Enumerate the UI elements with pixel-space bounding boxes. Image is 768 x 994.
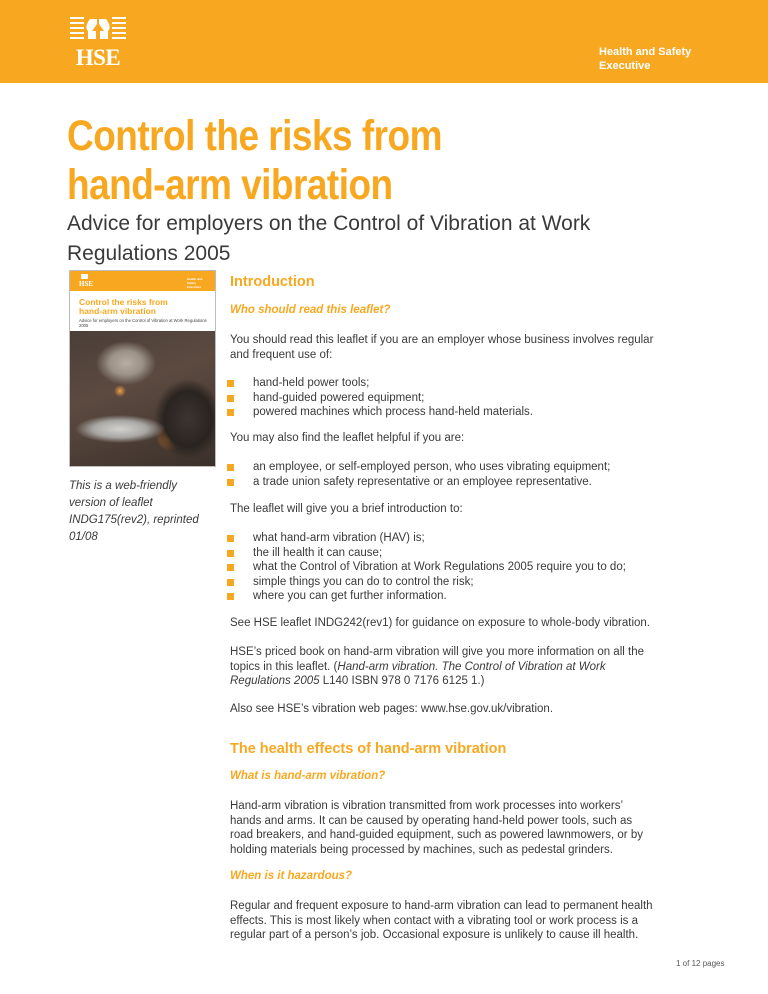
leaflet-cover-thumbnail bbox=[69, 270, 216, 467]
hse-hands-logo-icon bbox=[68, 15, 128, 45]
text-line: regular part of a person’s job. Occasional exposure is unlikely to cause ill health. bbox=[230, 929, 639, 942]
thumbnail-title-line: Control the risks from bbox=[79, 297, 168, 307]
square-bullet-icon bbox=[227, 479, 234, 486]
thumbnail-org-name: Health and Safety Executive bbox=[187, 277, 203, 289]
organisation-name bbox=[599, 45, 691, 73]
list-item-text: hand-guided powered equipment; bbox=[253, 391, 425, 404]
text-line: Hand-arm vibration is vibration transmitted from work processes into workers’ bbox=[230, 800, 624, 812]
web-version-caption bbox=[69, 478, 219, 546]
list-item bbox=[227, 460, 610, 475]
paragraph-web-pages: Also see HSE’s vibration web pages: www.hse.gov.uk/vibration. bbox=[230, 703, 554, 715]
text-line: effects. This is most likely when contact with a vibrating tool or work process is a bbox=[230, 914, 638, 927]
square-bullet-icon bbox=[227, 593, 234, 600]
list-item bbox=[227, 475, 610, 490]
paragraph-priced-book bbox=[230, 645, 750, 689]
text-span: topics in this leaflet. ( bbox=[230, 660, 338, 673]
header-banner bbox=[0, 0, 768, 83]
list-item-text: powered machines which process hand-held materials. bbox=[253, 406, 533, 419]
list-item bbox=[227, 589, 626, 604]
text-line: holding materials being processed by machines, such as pedestal grinders. bbox=[230, 843, 613, 856]
list-item-text: the ill health it can cause; bbox=[253, 546, 383, 559]
list-item-text: a trade union safety representative or an employee representative. bbox=[253, 475, 592, 488]
book-title-text: Hand-arm vibration. The Control of Vibration at Work bbox=[337, 660, 606, 673]
document-title bbox=[67, 112, 617, 210]
thumbnail-title-line: hand-arm vibration bbox=[79, 306, 156, 316]
square-bullet-icon bbox=[227, 464, 234, 471]
thumbnail-logo-text: HSE bbox=[79, 280, 94, 288]
bullet-list-also-helpful bbox=[227, 460, 610, 489]
page-indicator: 1 of 12 pages bbox=[676, 959, 725, 968]
thumbnail-banner bbox=[70, 271, 215, 291]
list-item bbox=[227, 405, 533, 420]
paragraph: You may also find the leaflet helpful if you are: bbox=[230, 432, 465, 444]
logo-text: HSE bbox=[75, 45, 121, 70]
list-item bbox=[227, 391, 533, 406]
title-line: hand-arm vibration bbox=[67, 161, 393, 209]
square-bullet-icon bbox=[227, 579, 234, 586]
subheading-when-hazardous: When is it hazardous? bbox=[230, 870, 353, 882]
bullet-list-topics bbox=[227, 531, 626, 604]
paragraph bbox=[230, 799, 750, 857]
paragraph bbox=[230, 899, 750, 943]
list-item bbox=[227, 531, 626, 546]
text-line: Regular and frequent exposure to hand-arm vibration can lead to permanent health bbox=[230, 900, 653, 912]
caption-line: INDG175(rev2), reprinted bbox=[69, 514, 199, 526]
list-item bbox=[227, 376, 533, 391]
org-name-line: Executive bbox=[599, 60, 651, 72]
list-item-text: what hand-arm vibration (HAV) is; bbox=[253, 532, 425, 544]
document-subtitle bbox=[67, 209, 707, 269]
thumbnail-title bbox=[79, 298, 168, 316]
angle-grinder-photo bbox=[70, 331, 215, 467]
list-item bbox=[227, 575, 626, 590]
paragraph-whole-body-reference: See HSE leaflet INDG242(rev1) for guidance on exposure to whole-body vibration. bbox=[230, 617, 650, 629]
text-line bbox=[230, 674, 750, 689]
square-bullet-icon bbox=[227, 550, 234, 557]
caption-line: 01/08 bbox=[69, 531, 98, 543]
text-line: You should read this leaflet if you are an employer whose business involves regular bbox=[230, 334, 654, 346]
book-title-text: Regulations 2005 bbox=[230, 675, 320, 688]
thumbnail-subtitle: Advice for employers on the Control of Vibration at Work Regulations 2005 bbox=[79, 318, 207, 328]
subheading-what-is-hav: What is hand-arm vibration? bbox=[230, 770, 386, 782]
square-bullet-icon bbox=[227, 564, 234, 571]
text-line: HSE’s priced book on hand-arm vibration will give you more information on all the bbox=[230, 646, 644, 658]
list-item bbox=[227, 546, 626, 561]
square-bullet-icon bbox=[227, 380, 234, 387]
bullet-list-equipment bbox=[227, 376, 533, 420]
list-item-text: what the Control of Vibration at Work Regulations 2005 require you to do; bbox=[253, 561, 626, 574]
hse-logo bbox=[68, 15, 128, 71]
paragraph bbox=[230, 333, 750, 362]
text-line bbox=[230, 660, 750, 675]
paragraph: The leaflet will give you a brief introduction to: bbox=[230, 503, 463, 515]
list-item-text: hand-held power tools; bbox=[253, 377, 370, 389]
subheading-who-should-read: Who should read this leaflet? bbox=[230, 304, 391, 316]
caption-line: This is a web-friendly bbox=[69, 480, 178, 492]
square-bullet-icon bbox=[227, 535, 234, 542]
list-item-text: simple things you can do to control the risk; bbox=[253, 575, 474, 588]
subtitle-line: Advice for employers on the Control of Vibration at Work bbox=[67, 212, 591, 235]
text-span: L140 ISBN 978 0 7176 6125 1.) bbox=[319, 675, 485, 688]
section-heading-health-effects: The health effects of hand-arm vibration bbox=[230, 741, 507, 757]
caption-line: version of leaflet bbox=[69, 497, 153, 509]
square-bullet-icon bbox=[227, 409, 234, 416]
org-name-line: Health and Safety bbox=[599, 46, 692, 58]
title-line: Control the risks from bbox=[67, 112, 442, 160]
list-item bbox=[227, 560, 626, 575]
list-item-text: an employee, or self-employed person, who uses vibrating equipment; bbox=[253, 461, 611, 473]
thumbnail-logo bbox=[79, 274, 93, 288]
list-item-text: where you can get further information. bbox=[253, 590, 447, 603]
subtitle-line: Regulations 2005 bbox=[67, 242, 231, 265]
square-bullet-icon bbox=[227, 395, 234, 402]
hse-hands-logo-icon bbox=[81, 274, 88, 279]
section-heading-introduction: Introduction bbox=[230, 274, 315, 290]
text-line: road breakers, and hand-guided equipment, such as powered lawnmowers, or by bbox=[230, 829, 643, 842]
text-line: and frequent use of: bbox=[230, 348, 333, 361]
text-line: hands and arms. It can be caused by operating hand-held power tools, such as bbox=[230, 814, 633, 827]
